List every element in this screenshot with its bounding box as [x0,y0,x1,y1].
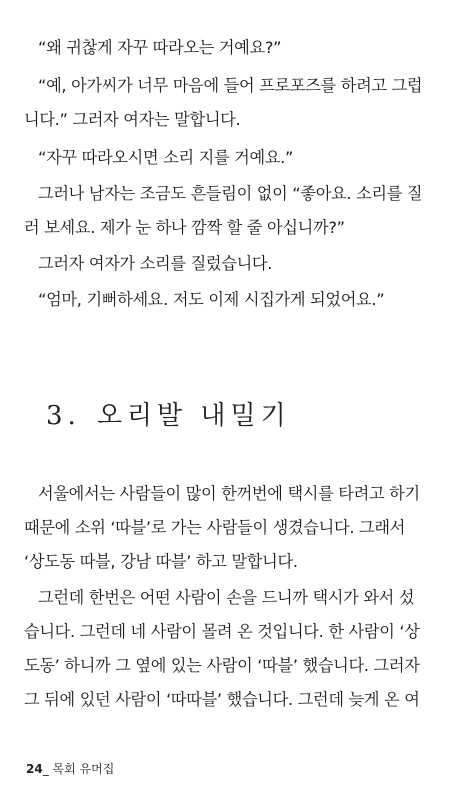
dialogue-line: “엄마, 기뻐하세요. 저도 이제 시집가게 되었어요.” [38,290,385,309]
dialogue-line: “예, 아가씨가 너무 마음에 들어 프로포즈를 하려고 그럽 [38,76,423,95]
dialogue-line: “왜 귀찮게 자꾸 따라오는 거예요?” [38,38,282,57]
body-line: 도동’ 하니까 그 옆에 있는 사람이 ‘따블’ 했습니다. 그러자 [24,656,420,675]
dialogue-line: 그러자 여자가 소리를 질렀습니다. [38,254,273,273]
body-line: 습니다. 그런데 네 사람이 몰려 온 것입니다. 한 사람이 ‘상 [24,622,420,641]
page-footer [26,762,114,776]
dialogue-line: 그러나 남자는 조금도 흔들림이 없이 “좋아요. 소리를 질 [38,184,423,203]
footer-separator: _ [42,762,49,776]
body-line: 그 뒤에 있던 사람이 ‘따따블’ 했습니다. 그런데 늦게 온 여 [24,690,420,709]
book-title: 목회 유머집 [52,762,115,776]
dialogue-line: “자꾸 따라오시면 소리 지를 거예요.” [38,148,294,167]
body-line: ‘상도동 따블, 강남 따블’ 하고 말합니다. [24,552,298,571]
body-line: 서울에서는 사람들이 많이 한꺼번에 택시를 타려고 하기 [38,484,420,503]
body-line: 때문에 소위 ‘따블’로 가는 사람들이 생겼습니다. 그래서 [24,518,406,537]
section-title: 오리발 내밀기 [96,401,291,431]
page-number: 24 [26,762,43,776]
dialogue-line: 니다.” 그러자 여자는 말합니다. [24,110,241,129]
dialogue-line: 러 보세요. 제가 눈 하나 깜짝 할 줄 아십니까?” [24,218,345,237]
section-number: 3. [46,401,81,431]
section-heading [46,400,291,432]
body-line: 그런데 한번은 어떤 사람이 손을 드니까 택시가 와서 섰 [38,588,415,607]
